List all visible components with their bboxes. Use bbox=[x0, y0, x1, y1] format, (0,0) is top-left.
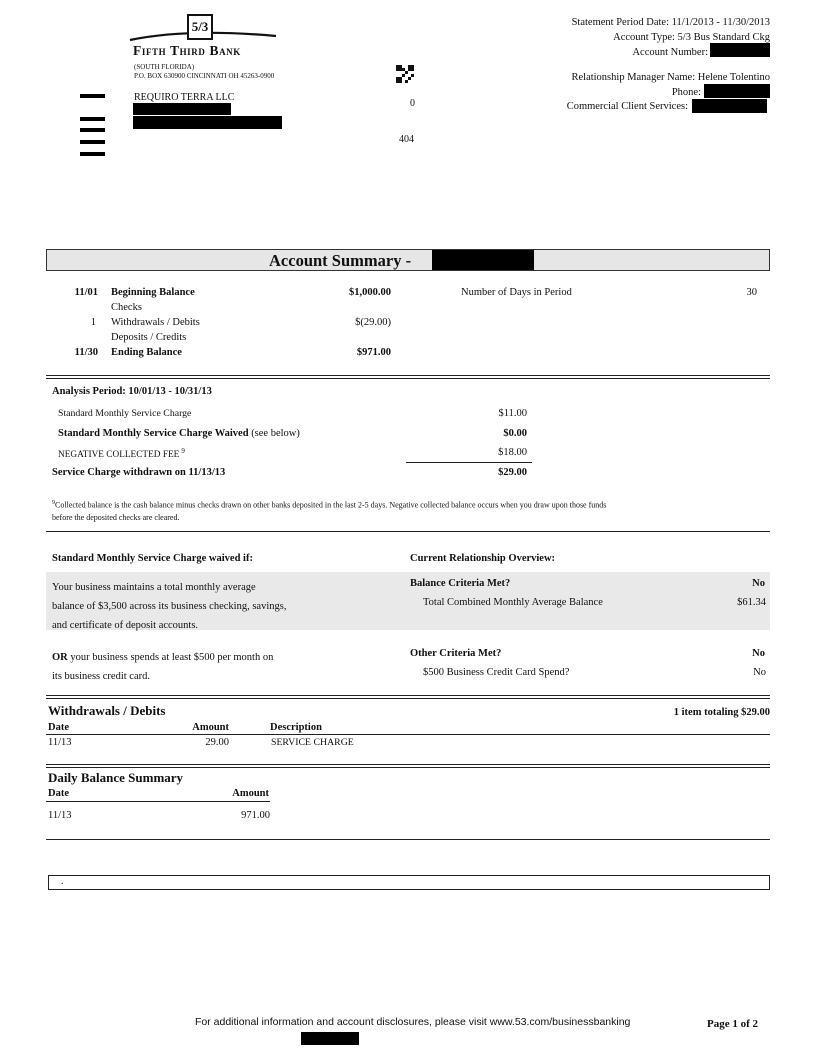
withdrawals-header-date: Date bbox=[48, 722, 69, 733]
summary-row-date: 11/01 bbox=[74, 287, 98, 298]
summary-row-label: Beginning Balance bbox=[111, 287, 195, 298]
redacted-client-services bbox=[692, 99, 767, 113]
addressee-code-b: 404 bbox=[399, 134, 414, 145]
analysis-footnote bbox=[52, 497, 606, 524]
notice-box bbox=[48, 875, 770, 890]
waiver-card-line-1 bbox=[52, 648, 273, 667]
withdrawal-amount: 29.00 bbox=[205, 737, 229, 748]
relationship-title: Current Relationship Overview: bbox=[410, 553, 556, 564]
analysis-row-label: NEGATIVE COLLECTED FEE bbox=[58, 450, 180, 461]
analysis-row-amount: $29.00 bbox=[498, 467, 527, 478]
withdrawals-title: Withdrawals / Debits bbox=[48, 703, 166, 718]
bank-region: (SOUTH FLORIDA) bbox=[134, 63, 195, 71]
header-rule bbox=[46, 801, 270, 802]
withdrawals-total: 1 item totaling $29.00 bbox=[673, 707, 770, 718]
summary-row-amount: $971.00 bbox=[356, 347, 391, 358]
notice-box-text: . bbox=[61, 876, 64, 887]
addressee-code-a: 0 bbox=[410, 98, 415, 109]
or-word: OR bbox=[52, 652, 68, 663]
card-spend-label: $500 Business Credit Card Spend? bbox=[423, 667, 570, 678]
daily-date: 11/13 bbox=[48, 810, 72, 821]
daily-balance-title: Daily Balance Summary bbox=[48, 770, 184, 785]
divider bbox=[46, 531, 770, 532]
client-services-label: Commercial Client Services: bbox=[566, 101, 688, 112]
combined-balance-value: $61.34 bbox=[737, 597, 766, 608]
days-in-period-label: Number of Days in Period bbox=[461, 287, 572, 298]
withdrawals-header-amount: Amount bbox=[192, 722, 229, 733]
relationship-manager: Relationship Manager Name: Helene Tolentino bbox=[571, 72, 770, 83]
account-number-label: Account Number: bbox=[632, 47, 708, 58]
header-rule bbox=[46, 734, 770, 735]
summary-row-label: Withdrawals / Debits bbox=[111, 317, 200, 328]
analysis-title: Analysis Period: 10/01/13 - 10/31/13 bbox=[52, 386, 212, 397]
summary-row-amount: $1,000.00 bbox=[349, 287, 391, 298]
summary-row-amount: $(29.00) bbox=[355, 317, 391, 328]
redacted-account-number bbox=[710, 43, 770, 57]
analysis-row-amount: $11.00 bbox=[498, 408, 527, 419]
daily-header-date: Date bbox=[48, 788, 69, 799]
other-criteria-value: No bbox=[752, 648, 765, 659]
analysis-row-suffix: (see below) bbox=[248, 428, 300, 439]
summary-row-date: 1 bbox=[90, 317, 96, 328]
qr-code-icon bbox=[396, 65, 414, 83]
card-spend-value: No bbox=[753, 667, 766, 678]
bank-logo-badge bbox=[187, 14, 213, 40]
waiver-balance-text bbox=[52, 578, 286, 635]
days-in-period-value: 30 bbox=[746, 287, 757, 298]
daily-amount: 971.00 bbox=[241, 810, 270, 821]
waiver-title: Standard Monthly Service Charge waived if: bbox=[52, 553, 253, 564]
account-type: Account Type: 5/3 Bus Standard Ckg bbox=[613, 32, 770, 43]
waiver-line: and certificate of deposit accounts. bbox=[52, 620, 199, 631]
phone-label: Phone: bbox=[671, 86, 701, 98]
balance-criteria-label: Balance Criteria Met? bbox=[410, 578, 511, 589]
summary-row-label: Ending Balance bbox=[111, 347, 182, 358]
balance-criteria-value: No bbox=[752, 578, 765, 589]
divider bbox=[46, 695, 770, 699]
daily-header-amount: Amount bbox=[232, 788, 269, 799]
redacted-phone bbox=[704, 84, 770, 98]
account-summary-title: Account Summary - bbox=[269, 251, 412, 270]
withdrawal-description: SERVICE CHARGE bbox=[271, 737, 354, 748]
footer-info: For additional information and account disclosures, please visit www.53.com/businessbanking bbox=[195, 1016, 631, 1028]
summary-row-label: Deposits / Credits bbox=[111, 332, 187, 343]
redacted-summary-account bbox=[432, 250, 534, 270]
other-criteria-label: Other Criteria Met? bbox=[410, 648, 502, 659]
analysis-row-label-group bbox=[58, 447, 185, 460]
withdrawal-date: 11/13 bbox=[48, 737, 72, 748]
statement-period: Statement Period Date: 11/1/2013 - 11/30/2013 bbox=[571, 17, 770, 28]
footnote-number: 9 bbox=[52, 500, 55, 506]
footnote-text: Collected balance is the cash balance minus checks drawn on other banks deposited in the last 2-5 days. Negative collected balance occurs when you draw upon those funds bbox=[55, 500, 607, 510]
withdrawals-header-description: Description bbox=[270, 722, 322, 733]
bank-logo-text: 5/3 bbox=[191, 19, 209, 34]
addressee-name: REQUIRO TERRA LLC bbox=[134, 92, 235, 103]
analysis-row-sup: 9 bbox=[181, 447, 185, 455]
analysis-row-label-group bbox=[58, 428, 300, 439]
analysis-row-label: Standard Monthly Service Charge bbox=[58, 408, 192, 419]
redacted-address-line-2 bbox=[133, 116, 282, 129]
page-number: Page 1 of 2 bbox=[707, 1018, 759, 1030]
summary-row-date: 11/30 bbox=[74, 347, 98, 358]
combined-balance-label: Total Combined Monthly Average Balance bbox=[423, 597, 603, 608]
bank-address: P.O. BOX 630900 CINCINNATI OH 45263-0900 bbox=[134, 72, 275, 80]
footnote-line-1 bbox=[52, 497, 606, 512]
subtotal-rule bbox=[406, 462, 532, 463]
divider bbox=[46, 764, 770, 768]
waiver-card-line-2: its business credit card. bbox=[52, 671, 150, 682]
divider bbox=[46, 839, 770, 840]
summary-row-label: Checks bbox=[111, 302, 142, 313]
footnote-line-2: before the deposited checks are cleared. bbox=[52, 512, 180, 522]
waiver-line: balance of $3,500 across its business checking, savings, bbox=[52, 601, 287, 612]
waiver-card-text bbox=[52, 648, 273, 686]
divider bbox=[46, 375, 770, 379]
analysis-row-label: Standard Monthly Service Charge Waived bbox=[58, 428, 249, 439]
bank-name: Fifth Third Bank bbox=[133, 43, 241, 58]
redacted-address-line-1 bbox=[133, 103, 231, 115]
analysis-row-label: Service Charge withdrawn on 11/13/13 bbox=[52, 467, 226, 478]
redacted-footer-code bbox=[301, 1032, 359, 1045]
analysis-row-amount: $18.00 bbox=[498, 447, 527, 458]
waiver-card-line-text: your business spends at least $500 per month on bbox=[67, 652, 274, 663]
analysis-row-amount: $0.00 bbox=[503, 428, 527, 439]
waiver-line: Your business maintains a total monthly average bbox=[52, 582, 256, 593]
